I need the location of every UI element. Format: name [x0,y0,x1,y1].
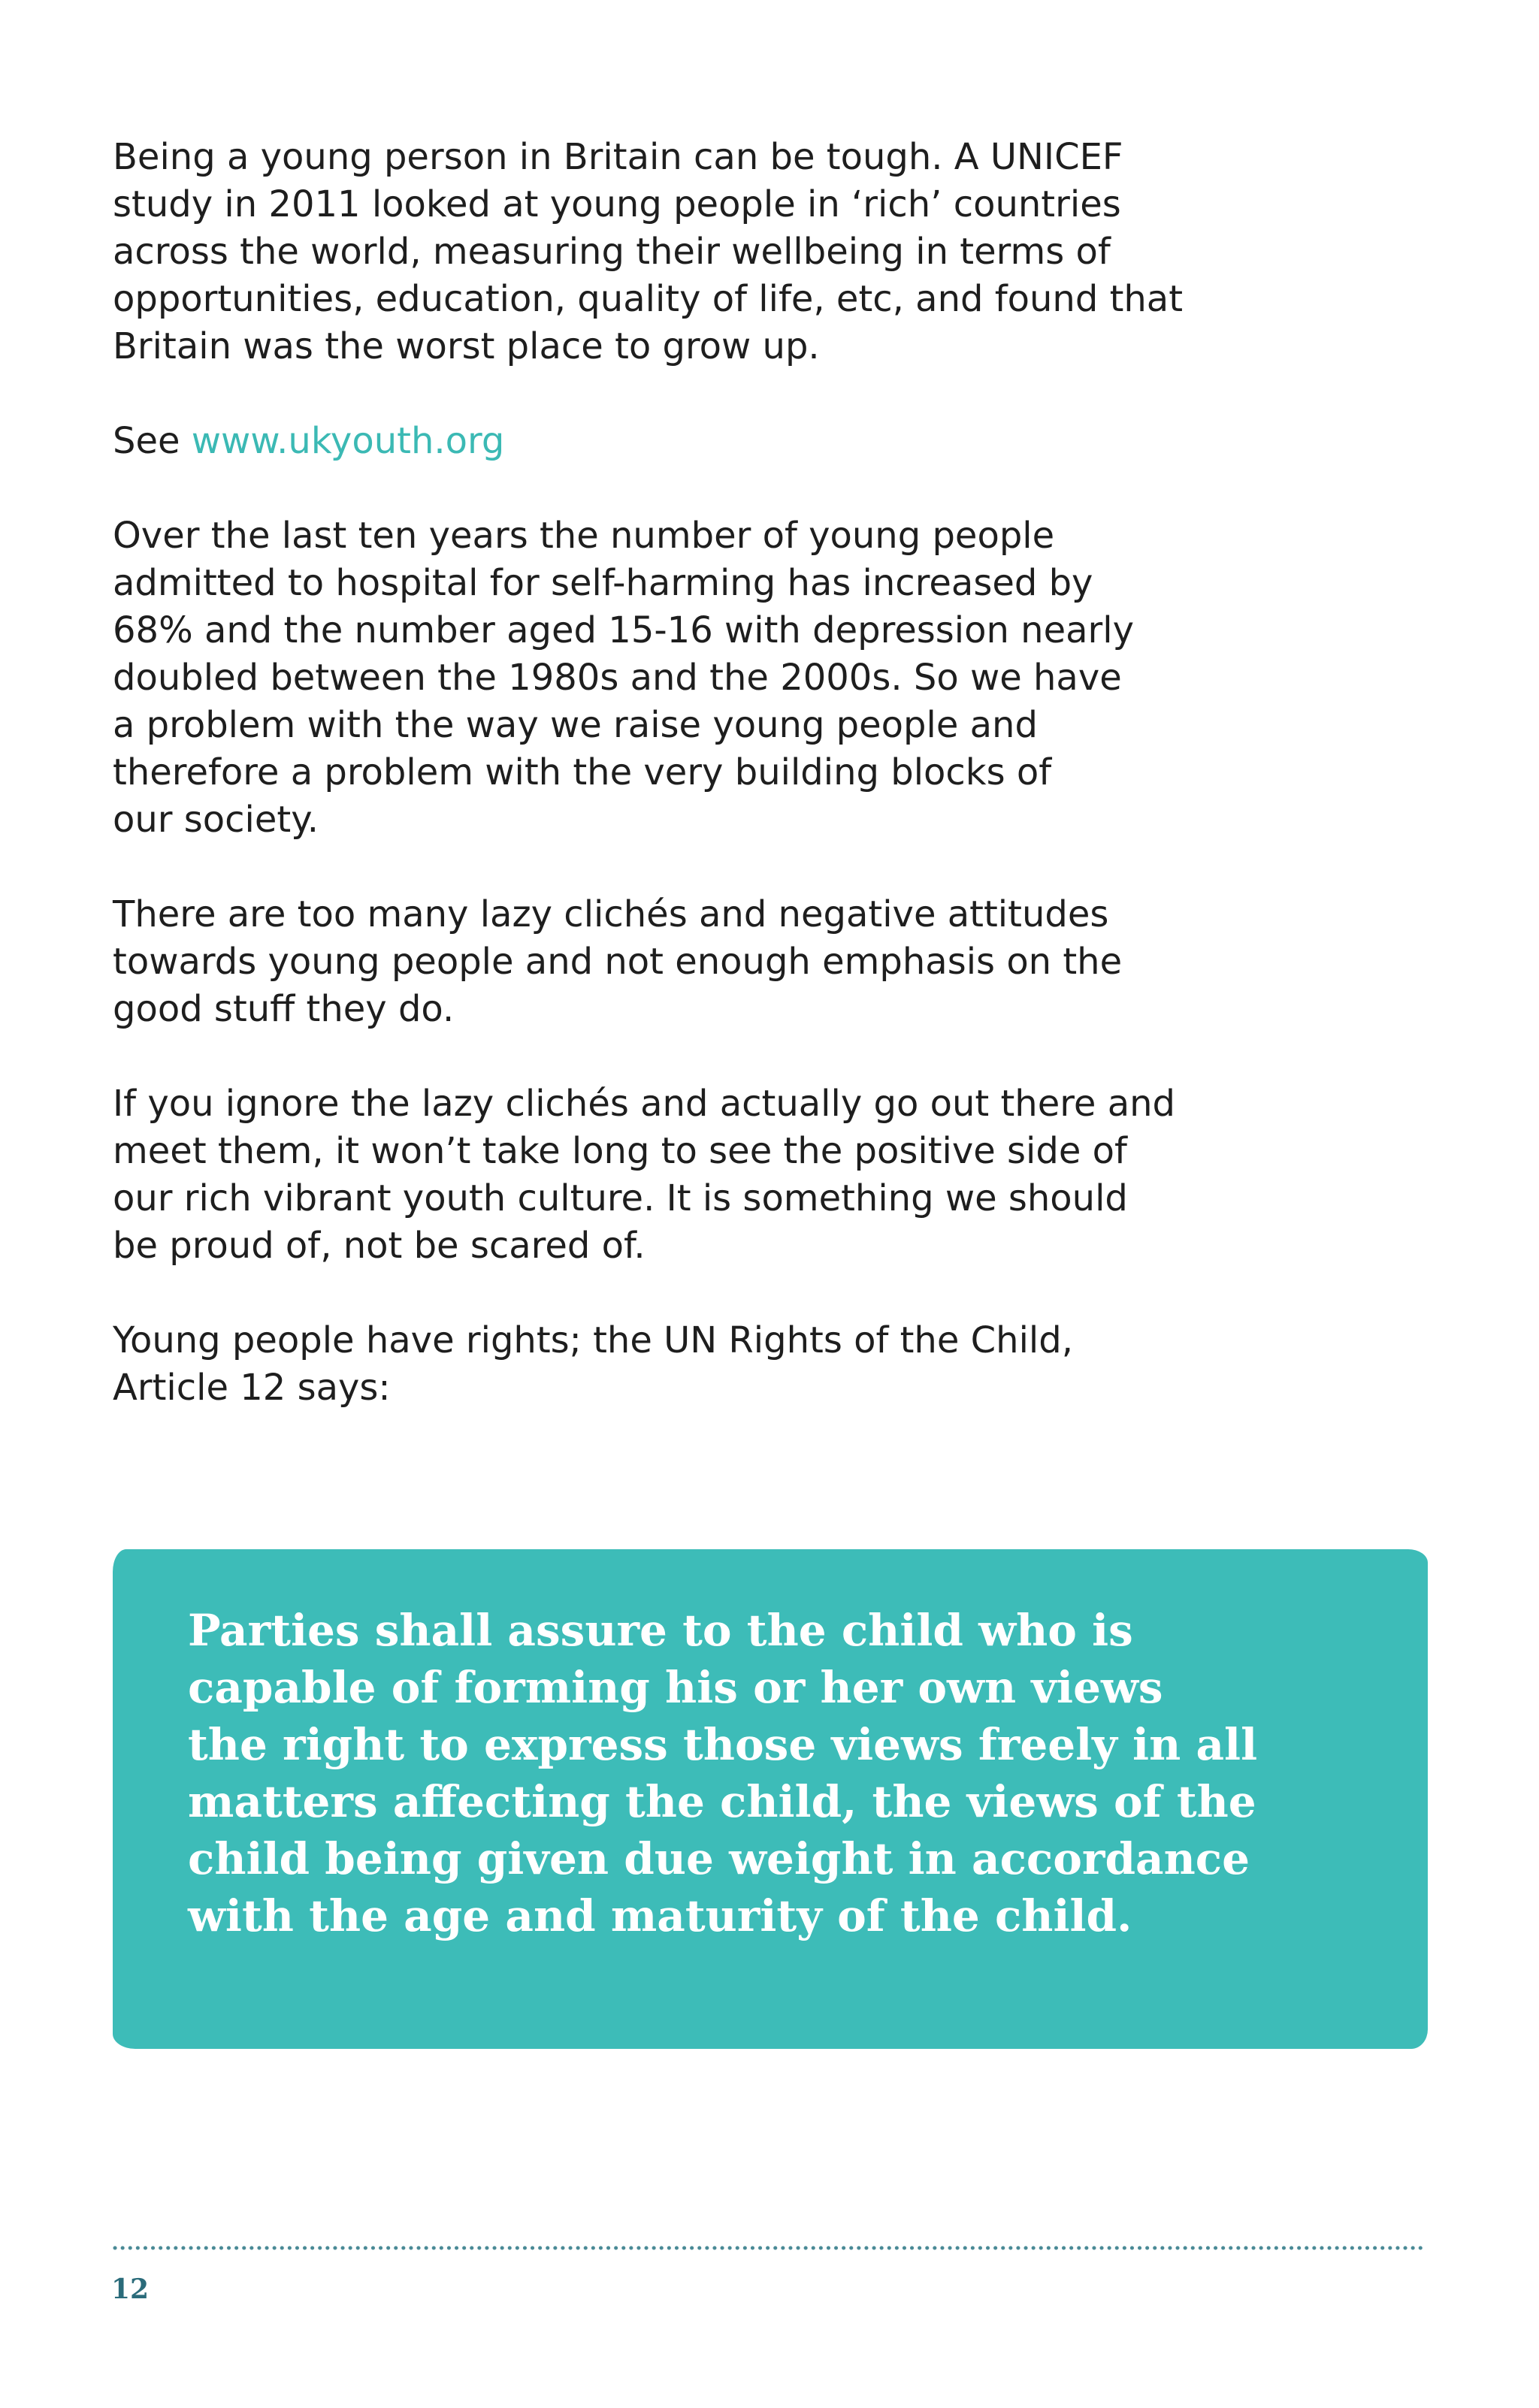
quote-line: matters affecting the child, the views of the [188,1776,1256,1827]
text-line: admitted to hospital for self-harming has increased by [113,562,1093,604]
text-line: There are too many lazy clichés and negative attitudes [113,893,1109,935]
see-prefix: See [113,420,192,462]
quote-line: the right to express those views freely in all [188,1719,1258,1770]
article-12-quote [188,1602,1375,1944]
paragraph-see-link [113,418,1225,465]
body-text [113,134,1225,1459]
dotted-divider [113,2244,1429,2252]
text-line: towards young people and not enough emphasis on the [113,941,1123,983]
quote-line: Parties shall assure to the child who is [188,1605,1133,1656]
text-line: a problem with the way we raise young people and [113,704,1038,746]
paragraph-statistics [113,512,1225,844]
text-line: doubled between the 1980s and the 2000s. So we have [113,657,1122,699]
text-line: our rich vibrant youth culture. It is something we should [113,1177,1128,1219]
text-line: Being a young person in Britain can be tough. A UNICEF [113,136,1123,178]
text-line: meet them, it won’t take long to see the positive side of [113,1130,1127,1172]
text-line: If you ignore the lazy clichés and actually go out there and [113,1083,1176,1125]
text-line: Article 12 says: [113,1367,391,1409]
text-line: be proud of, not be scared of. [113,1225,646,1267]
text-line: Young people have rights; the UN Rights of the Child, [113,1319,1073,1361]
text-line: therefore a problem with the very building blocks of [113,751,1052,793]
quote-line: with the age and maturity of the child. [188,1890,1132,1941]
text-line: our society. [113,799,319,841]
text-line: 68% and the number aged 15-16 with depression nearly [113,609,1135,651]
paragraph-unicef [113,134,1225,370]
page-number: 12 [111,2274,150,2305]
paragraph-youth-culture [113,1080,1225,1270]
text-line: Over the last ten years the number of young people [113,515,1055,557]
text-line: study in 2011 looked at young people in ‘rich’ countries [113,183,1121,225]
text-line: opportunities, education, quality of life, etc, and found that [113,278,1184,320]
article-12-quote-box [113,1549,1428,2049]
paragraph-cliches [113,891,1225,1033]
quote-line: child being given due weight in accordance [188,1833,1250,1884]
ukyouth-link[interactable]: www.ukyouth.org [191,420,505,462]
paragraph-rights [113,1317,1225,1412]
text-line: Britain was the worst place to grow up. [113,325,820,367]
text-line: good stuff they do. [113,988,455,1030]
quote-line: capable of forming his or her own views [188,1662,1163,1713]
text-line: across the world, measuring their wellbeing in terms of [113,231,1111,273]
